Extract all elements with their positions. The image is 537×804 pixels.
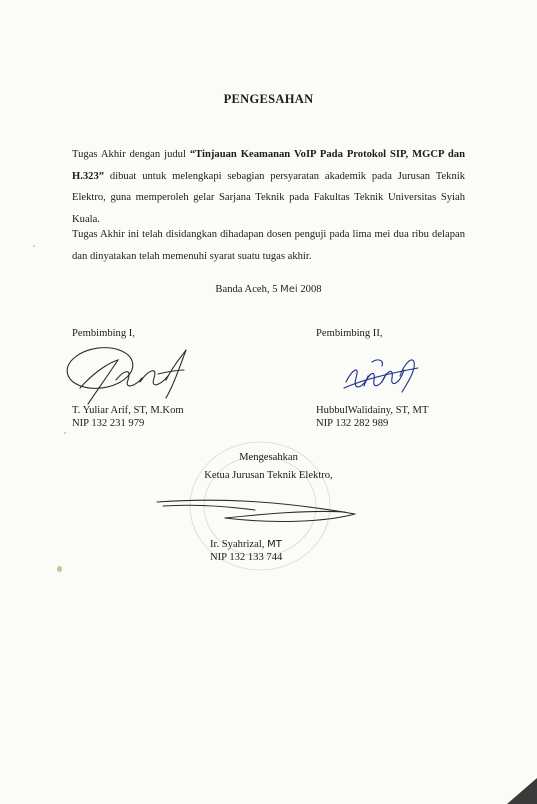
advisor-2-name: HubbulWalidainy, ST, MT [316, 405, 429, 416]
head-identity [210, 538, 282, 564]
paper-speck [33, 245, 35, 247]
head-signature [155, 492, 365, 534]
head-name: Ir. Syahrizal, [210, 539, 268, 550]
place-date-prefix: Banda Aceh, 5 [215, 284, 281, 295]
approval-label: Mengesahkan [239, 452, 298, 463]
advisor-2-nip: NIP 132 282 989 [316, 418, 389, 429]
page-title: PENGESAHAN [223, 92, 314, 106]
advisor-2-signature [342, 352, 422, 400]
paper-speck [64, 432, 66, 434]
approval-role: Ketua Jurusan Teknik Elektro, [204, 470, 333, 481]
paragraph-1 [72, 144, 465, 230]
advisor-2-label: Pembimbing II, [316, 328, 383, 339]
place-date [0, 284, 537, 295]
advisor-1-label: Pembimbing I, [72, 328, 135, 339]
paragraph-1-rest: dibuat untuk melengkapi sebagian persyaratan akademik pada Jurusan Teknik Elektro, guna memperoleh gelar Sarjana Teknik pada Fakultas Teknik Universitas Syiah Kuala. [72, 170, 465, 225]
advisor-1-identity [72, 404, 184, 430]
advisor-1-name: T. Yuliar Arif, ST, M.Kom [72, 405, 184, 416]
advisor-2-identity [316, 404, 428, 430]
advisor-1-signature [66, 340, 196, 412]
head-nip: NIP 132 133 744 [210, 552, 283, 563]
place-date-year: 2008 [297, 284, 322, 295]
head-degree: MT [267, 539, 282, 550]
paragraph-2: Tugas Akhir ini telah disidangkan dihadapan dosen penguji pada lima mei dua ribu delapan dan dinyatakan telah memenuhi syarat suatu tugas akhir. [72, 229, 465, 262]
place-date-month: Mei [280, 284, 298, 295]
thesis-title: “Tinjauan Keamanan VoIP Pada Protokol SIP, MGCP dan H.323” [72, 149, 465, 182]
paper-speck [57, 566, 62, 572]
advisor-1-nip: NIP 132 231 979 [72, 418, 145, 429]
page-corner-shadow [503, 778, 537, 804]
paragraph-1-lead: Tugas Akhir dengan judul [72, 149, 190, 160]
